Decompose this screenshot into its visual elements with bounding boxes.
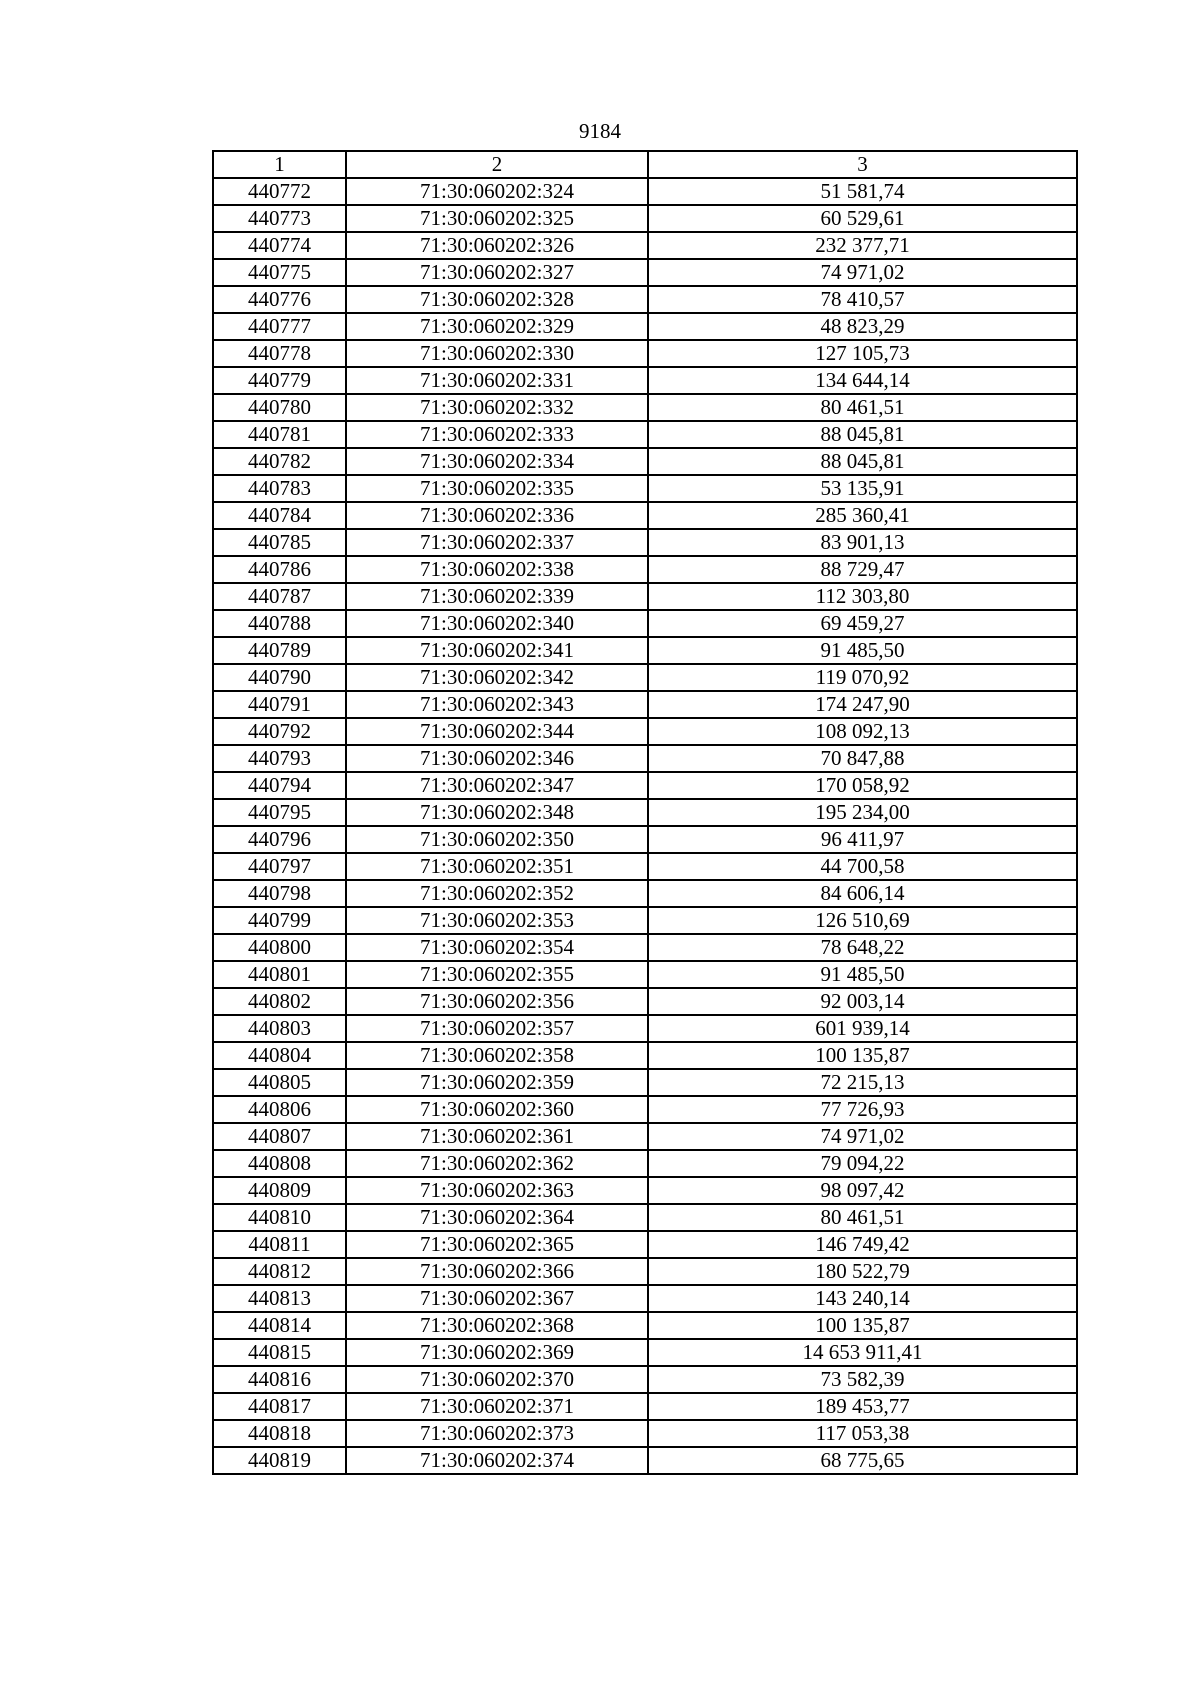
value-cell: 108 092,13 xyxy=(648,718,1077,745)
row-number-cell: 440809 xyxy=(213,1177,346,1204)
value-cell: 80 461,51 xyxy=(648,1204,1077,1231)
cadastral-number-cell: 71:30:060202:351 xyxy=(346,853,648,880)
value-cell: 112 303,80 xyxy=(648,583,1077,610)
cadastral-number-cell: 71:30:060202:328 xyxy=(346,286,648,313)
row-number-cell: 440789 xyxy=(213,637,346,664)
value-cell: 174 247,90 xyxy=(648,691,1077,718)
value-cell: 98 097,42 xyxy=(648,1177,1077,1204)
value-cell: 88 045,81 xyxy=(648,421,1077,448)
row-number-cell: 440781 xyxy=(213,421,346,448)
row-number-cell: 440799 xyxy=(213,907,346,934)
row-number-cell: 440774 xyxy=(213,232,346,259)
cadastral-number-cell: 71:30:060202:357 xyxy=(346,1015,648,1042)
table-row xyxy=(213,880,1077,907)
table-row xyxy=(213,745,1077,772)
cadastral-number-cell: 71:30:060202:363 xyxy=(346,1177,648,1204)
cadastral-number-cell: 71:30:060202:362 xyxy=(346,1150,648,1177)
table-row xyxy=(213,1231,1077,1258)
table-row xyxy=(213,1096,1077,1123)
row-number-cell: 440795 xyxy=(213,799,346,826)
row-number-cell: 440776 xyxy=(213,286,346,313)
cadastral-number-cell: 71:30:060202:344 xyxy=(346,718,648,745)
table-row xyxy=(213,1177,1077,1204)
table-row xyxy=(213,556,1077,583)
row-number-cell: 440772 xyxy=(213,178,346,205)
cadastral-number-cell: 71:30:060202:346 xyxy=(346,745,648,772)
table-row xyxy=(213,610,1077,637)
row-number-cell: 440782 xyxy=(213,448,346,475)
row-number-cell: 440817 xyxy=(213,1393,346,1420)
table-row xyxy=(213,1366,1077,1393)
row-number-cell: 440803 xyxy=(213,1015,346,1042)
table-row xyxy=(213,313,1077,340)
row-number-cell: 440778 xyxy=(213,340,346,367)
value-cell: 44 700,58 xyxy=(648,853,1077,880)
table-row xyxy=(213,799,1077,826)
cadastral-number-cell: 71:30:060202:352 xyxy=(346,880,648,907)
row-number-cell: 440805 xyxy=(213,1069,346,1096)
header-row xyxy=(213,151,1077,178)
row-number-cell: 440794 xyxy=(213,772,346,799)
cadastral-number-cell: 71:30:060202:350 xyxy=(346,826,648,853)
table-row xyxy=(213,1447,1077,1474)
data-table xyxy=(212,150,1078,1475)
row-number-cell: 440785 xyxy=(213,529,346,556)
table-row xyxy=(213,1420,1077,1447)
value-cell: 285 360,41 xyxy=(648,502,1077,529)
table-row xyxy=(213,691,1077,718)
row-number-cell: 440815 xyxy=(213,1339,346,1366)
table-row xyxy=(213,1258,1077,1285)
cadastral-number-cell: 71:30:060202:336 xyxy=(346,502,648,529)
cadastral-number-cell: 71:30:060202:355 xyxy=(346,961,648,988)
row-number-cell: 440798 xyxy=(213,880,346,907)
value-cell: 232 377,71 xyxy=(648,232,1077,259)
table-row xyxy=(213,340,1077,367)
cadastral-number-cell: 71:30:060202:331 xyxy=(346,367,648,394)
value-cell: 77 726,93 xyxy=(648,1096,1077,1123)
cadastral-number-cell: 71:30:060202:326 xyxy=(346,232,648,259)
value-cell: 78 648,22 xyxy=(648,934,1077,961)
table-row xyxy=(213,907,1077,934)
row-number-cell: 440786 xyxy=(213,556,346,583)
cadastral-number-cell: 71:30:060202:337 xyxy=(346,529,648,556)
table-row xyxy=(213,1393,1077,1420)
value-cell: 70 847,88 xyxy=(648,745,1077,772)
cadastral-number-cell: 71:30:060202:353 xyxy=(346,907,648,934)
table-row xyxy=(213,448,1077,475)
cadastral-number-cell: 71:30:060202:330 xyxy=(346,340,648,367)
cadastral-number-cell: 71:30:060202:358 xyxy=(346,1042,648,1069)
cadastral-number-cell: 71:30:060202:361 xyxy=(346,1123,648,1150)
value-cell: 51 581,74 xyxy=(648,178,1077,205)
table-row xyxy=(213,1123,1077,1150)
row-number-cell: 440777 xyxy=(213,313,346,340)
table-row xyxy=(213,502,1077,529)
row-number-cell: 440797 xyxy=(213,853,346,880)
table-row xyxy=(213,772,1077,799)
row-number-cell: 440811 xyxy=(213,1231,346,1258)
row-number-cell: 440790 xyxy=(213,664,346,691)
cadastral-number-cell: 71:30:060202:324 xyxy=(346,178,648,205)
value-cell: 134 644,14 xyxy=(648,367,1077,394)
cadastral-number-cell: 71:30:060202:343 xyxy=(346,691,648,718)
table-row xyxy=(213,205,1077,232)
column-header-1: 1 xyxy=(213,151,346,178)
row-number-cell: 440808 xyxy=(213,1150,346,1177)
value-cell: 189 453,77 xyxy=(648,1393,1077,1420)
value-cell: 91 485,50 xyxy=(648,961,1077,988)
value-cell: 68 775,65 xyxy=(648,1447,1077,1474)
column-header-2: 2 xyxy=(346,151,648,178)
row-number-cell: 440816 xyxy=(213,1366,346,1393)
cadastral-number-cell: 71:30:060202:339 xyxy=(346,583,648,610)
value-cell: 96 411,97 xyxy=(648,826,1077,853)
value-cell: 601 939,14 xyxy=(648,1015,1077,1042)
table-row xyxy=(213,1285,1077,1312)
column-header-3: 3 xyxy=(648,151,1077,178)
value-cell: 126 510,69 xyxy=(648,907,1077,934)
table-row xyxy=(213,718,1077,745)
cadastral-number-cell: 71:30:060202:335 xyxy=(346,475,648,502)
table-row xyxy=(213,232,1077,259)
value-cell: 127 105,73 xyxy=(648,340,1077,367)
row-number-cell: 440796 xyxy=(213,826,346,853)
table-row xyxy=(213,961,1077,988)
table-header xyxy=(213,151,1077,178)
value-cell: 88 045,81 xyxy=(648,448,1077,475)
row-number-cell: 440806 xyxy=(213,1096,346,1123)
row-number-cell: 440793 xyxy=(213,745,346,772)
value-cell: 117 053,38 xyxy=(648,1420,1077,1447)
table-row xyxy=(213,394,1077,421)
value-cell: 72 215,13 xyxy=(648,1069,1077,1096)
cadastral-number-cell: 71:30:060202:366 xyxy=(346,1258,648,1285)
cadastral-number-cell: 71:30:060202:367 xyxy=(346,1285,648,1312)
table-row xyxy=(213,1015,1077,1042)
table-row xyxy=(213,178,1077,205)
table-row xyxy=(213,367,1077,394)
value-cell: 100 135,87 xyxy=(648,1312,1077,1339)
value-cell: 48 823,29 xyxy=(648,313,1077,340)
table-row xyxy=(213,637,1077,664)
value-cell: 88 729,47 xyxy=(648,556,1077,583)
row-number-cell: 440818 xyxy=(213,1420,346,1447)
row-number-cell: 440813 xyxy=(213,1285,346,1312)
value-cell: 180 522,79 xyxy=(648,1258,1077,1285)
row-number-cell: 440787 xyxy=(213,583,346,610)
table-row xyxy=(213,1042,1077,1069)
cadastral-number-cell: 71:30:060202:370 xyxy=(346,1366,648,1393)
value-cell: 143 240,14 xyxy=(648,1285,1077,1312)
cadastral-number-cell: 71:30:060202:347 xyxy=(346,772,648,799)
value-cell: 60 529,61 xyxy=(648,205,1077,232)
value-cell: 119 070,92 xyxy=(648,664,1077,691)
table-row xyxy=(213,853,1077,880)
table-row xyxy=(213,286,1077,313)
table-row xyxy=(213,475,1077,502)
row-number-cell: 440819 xyxy=(213,1447,346,1474)
row-number-cell: 440804 xyxy=(213,1042,346,1069)
value-cell: 14 653 911,41 xyxy=(648,1339,1077,1366)
table-row xyxy=(213,826,1077,853)
row-number-cell: 440779 xyxy=(213,367,346,394)
cadastral-number-cell: 71:30:060202:341 xyxy=(346,637,648,664)
value-cell: 92 003,14 xyxy=(648,988,1077,1015)
value-cell: 69 459,27 xyxy=(648,610,1077,637)
cadastral-number-cell: 71:30:060202:327 xyxy=(346,259,648,286)
value-cell: 79 094,22 xyxy=(648,1150,1077,1177)
cadastral-number-cell: 71:30:060202:348 xyxy=(346,799,648,826)
value-cell: 83 901,13 xyxy=(648,529,1077,556)
table-row xyxy=(213,1204,1077,1231)
value-cell: 170 058,92 xyxy=(648,772,1077,799)
row-number-cell: 440810 xyxy=(213,1204,346,1231)
cadastral-number-cell: 71:30:060202:365 xyxy=(346,1231,648,1258)
table-body xyxy=(213,178,1077,1474)
cadastral-number-cell: 71:30:060202:371 xyxy=(346,1393,648,1420)
cadastral-number-cell: 71:30:060202:334 xyxy=(346,448,648,475)
value-cell: 91 485,50 xyxy=(648,637,1077,664)
table-row xyxy=(213,529,1077,556)
table-row xyxy=(213,1150,1077,1177)
row-number-cell: 440800 xyxy=(213,934,346,961)
table-row xyxy=(213,664,1077,691)
cadastral-number-cell: 71:30:060202:338 xyxy=(346,556,648,583)
table-row xyxy=(213,1312,1077,1339)
cadastral-number-cell: 71:30:060202:374 xyxy=(346,1447,648,1474)
row-number-cell: 440802 xyxy=(213,988,346,1015)
value-cell: 73 582,39 xyxy=(648,1366,1077,1393)
cadastral-number-cell: 71:30:060202:354 xyxy=(346,934,648,961)
row-number-cell: 440788 xyxy=(213,610,346,637)
row-number-cell: 440812 xyxy=(213,1258,346,1285)
cadastral-number-cell: 71:30:060202:332 xyxy=(346,394,648,421)
value-cell: 74 971,02 xyxy=(648,1123,1077,1150)
value-cell: 100 135,87 xyxy=(648,1042,1077,1069)
table-row xyxy=(213,1339,1077,1366)
value-cell: 80 461,51 xyxy=(648,394,1077,421)
value-cell: 84 606,14 xyxy=(648,880,1077,907)
row-number-cell: 440783 xyxy=(213,475,346,502)
row-number-cell: 440792 xyxy=(213,718,346,745)
row-number-cell: 440807 xyxy=(213,1123,346,1150)
cadastral-number-cell: 71:30:060202:340 xyxy=(346,610,648,637)
cadastral-number-cell: 71:30:060202:342 xyxy=(346,664,648,691)
table-row xyxy=(213,934,1077,961)
table-row xyxy=(213,421,1077,448)
cadastral-number-cell: 71:30:060202:364 xyxy=(346,1204,648,1231)
table-row xyxy=(213,1069,1077,1096)
cadastral-number-cell: 71:30:060202:356 xyxy=(346,988,648,1015)
row-number-cell: 440780 xyxy=(213,394,346,421)
value-cell: 53 135,91 xyxy=(648,475,1077,502)
cadastral-number-cell: 71:30:060202:325 xyxy=(346,205,648,232)
row-number-cell: 440773 xyxy=(213,205,346,232)
cadastral-number-cell: 71:30:060202:360 xyxy=(346,1096,648,1123)
cadastral-number-cell: 71:30:060202:369 xyxy=(346,1339,648,1366)
table-row xyxy=(213,988,1077,1015)
value-cell: 146 749,42 xyxy=(648,1231,1077,1258)
cadastral-number-cell: 71:30:060202:329 xyxy=(346,313,648,340)
cadastral-number-cell: 71:30:060202:373 xyxy=(346,1420,648,1447)
value-cell: 74 971,02 xyxy=(648,259,1077,286)
row-number-cell: 440775 xyxy=(213,259,346,286)
row-number-cell: 440814 xyxy=(213,1312,346,1339)
row-number-cell: 440801 xyxy=(213,961,346,988)
cadastral-number-cell: 71:30:060202:368 xyxy=(346,1312,648,1339)
cadastral-number-cell: 71:30:060202:359 xyxy=(346,1069,648,1096)
row-number-cell: 440784 xyxy=(213,502,346,529)
value-cell: 195 234,00 xyxy=(648,799,1077,826)
row-number-cell: 440791 xyxy=(213,691,346,718)
table-row xyxy=(213,259,1077,286)
table-row xyxy=(213,583,1077,610)
page-number: 9184 xyxy=(579,119,621,143)
cadastral-number-cell: 71:30:060202:333 xyxy=(346,421,648,448)
value-cell: 78 410,57 xyxy=(648,286,1077,313)
